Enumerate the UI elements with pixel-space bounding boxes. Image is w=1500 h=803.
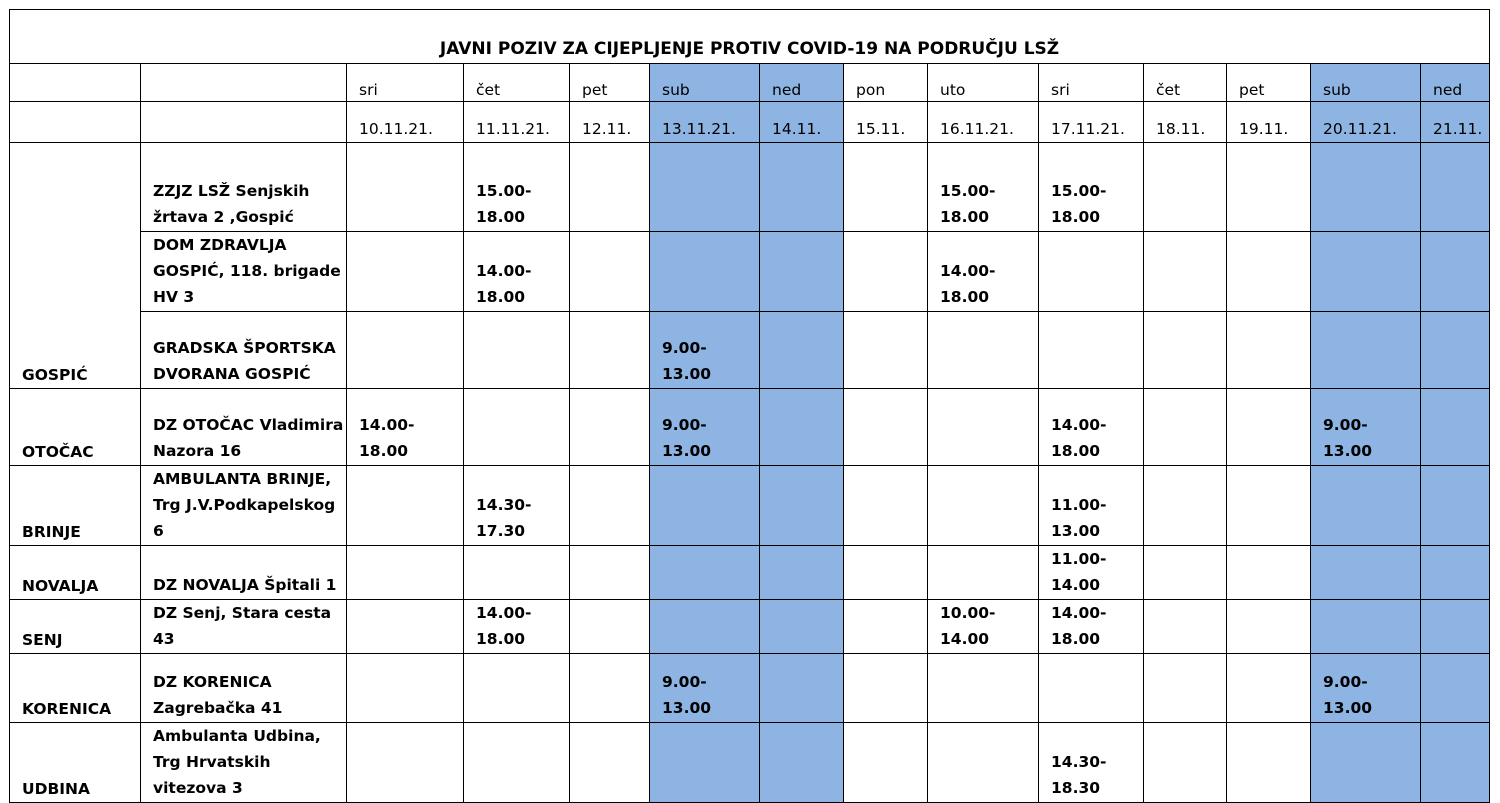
empty-time-cell: [1144, 654, 1227, 723]
date-header: 10.11.21.: [347, 102, 464, 143]
empty-time-cell: [1421, 723, 1490, 803]
empty-time-cell: [347, 600, 464, 654]
empty-time-cell: [1421, 312, 1490, 389]
empty-time-cell: [347, 546, 464, 600]
empty-time-cell: [844, 312, 928, 389]
municipality-name: GOSPIĆ: [10, 143, 141, 389]
weekday-header: ned: [1421, 64, 1490, 102]
weekday-header: uto: [928, 64, 1039, 102]
empty-time-cell: [650, 143, 760, 232]
empty-time-cell: [928, 312, 1039, 389]
empty-time-cell: [760, 654, 844, 723]
location-address: AMBULANTA BRINJE, Trg J.V.Podkapelskog 6: [141, 466, 347, 546]
vaccination-time: 11.00- 13.00: [1039, 466, 1144, 546]
empty-time-cell: [928, 389, 1039, 466]
empty-time-cell: [347, 654, 464, 723]
empty-time-cell: [1311, 312, 1421, 389]
empty-time-cell: [1421, 654, 1490, 723]
empty-time-cell: [650, 723, 760, 803]
date-header: 18.11.: [1144, 102, 1227, 143]
empty-time-cell: [570, 600, 650, 654]
location-address: ZZJZ LSŽ Senjskih žrtava 2 ,Gospić: [141, 143, 347, 232]
empty-time-cell: [650, 600, 760, 654]
empty-time-cell: [760, 232, 844, 312]
empty-time-cell: [844, 466, 928, 546]
empty-time-cell: [1311, 600, 1421, 654]
municipality-name: BRINJE: [10, 466, 141, 546]
vaccination-schedule-table: [9, 9, 1490, 803]
vaccination-time: 15.00- 18.00: [928, 143, 1039, 232]
empty-time-cell: [1227, 312, 1311, 389]
date-header-row: [10, 102, 1490, 143]
vaccination-time: 14.30- 17.30: [464, 466, 570, 546]
vaccination-time: 9.00- 13.00: [650, 312, 760, 389]
date-header: 14.11.: [760, 102, 844, 143]
empty-time-cell: [464, 723, 570, 803]
schedule-row: [10, 143, 1490, 232]
vaccination-time: 14.00- 18.00: [1039, 600, 1144, 654]
empty-time-cell: [570, 546, 650, 600]
empty-time-cell: [347, 312, 464, 389]
empty-time-cell: [1144, 232, 1227, 312]
empty-time-cell: [844, 723, 928, 803]
empty-time-cell: [844, 654, 928, 723]
empty-time-cell: [760, 312, 844, 389]
empty-header-cell: [10, 64, 141, 102]
document-title: JAVNI POZIV ZA CIJEPLJENJE PROTIV COVID-19 NA PODRUČJU LSŽ: [10, 10, 1490, 64]
empty-time-cell: [1311, 143, 1421, 232]
empty-time-cell: [1227, 389, 1311, 466]
empty-time-cell: [347, 723, 464, 803]
weekday-header: sub: [650, 64, 760, 102]
empty-time-cell: [760, 143, 844, 232]
location-address: DZ KORENICA Zagrebačka 41: [141, 654, 347, 723]
vaccination-time: 14.30- 18.30: [1039, 723, 1144, 803]
empty-time-cell: [570, 232, 650, 312]
vaccination-time: 14.00- 18.00: [928, 232, 1039, 312]
empty-time-cell: [1227, 546, 1311, 600]
empty-time-cell: [1039, 654, 1144, 723]
empty-time-cell: [1227, 654, 1311, 723]
vaccination-time: 9.00- 13.00: [1311, 389, 1421, 466]
vaccination-time: 10.00- 14.00: [928, 600, 1039, 654]
schedule-row: [10, 466, 1490, 546]
empty-time-cell: [464, 389, 570, 466]
vaccination-time: 14.00- 18.00: [464, 232, 570, 312]
empty-time-cell: [570, 312, 650, 389]
weekday-header: pet: [570, 64, 650, 102]
schedule-row: [10, 389, 1490, 466]
municipality-name: SENJ: [10, 600, 141, 654]
empty-time-cell: [650, 232, 760, 312]
empty-header-cell: [141, 102, 347, 143]
empty-time-cell: [844, 143, 928, 232]
schedule-document: [9, 9, 1489, 798]
empty-time-cell: [464, 546, 570, 600]
empty-time-cell: [347, 143, 464, 232]
empty-time-cell: [1144, 389, 1227, 466]
empty-time-cell: [1039, 312, 1144, 389]
empty-time-cell: [347, 466, 464, 546]
date-header: 13.11.21.: [650, 102, 760, 143]
empty-time-cell: [1421, 600, 1490, 654]
vaccination-time: 14.00- 18.00: [1039, 389, 1144, 466]
vaccination-time: 9.00- 13.00: [650, 389, 760, 466]
vaccination-time: 15.00- 18.00: [1039, 143, 1144, 232]
empty-time-cell: [844, 546, 928, 600]
empty-header-cell: [141, 64, 347, 102]
title-row: [10, 10, 1490, 64]
empty-header-cell: [10, 102, 141, 143]
empty-time-cell: [760, 546, 844, 600]
empty-time-cell: [1421, 466, 1490, 546]
empty-time-cell: [928, 723, 1039, 803]
empty-time-cell: [1227, 600, 1311, 654]
empty-time-cell: [1039, 232, 1144, 312]
weekday-header: pet: [1227, 64, 1311, 102]
date-header: 20.11.21.: [1311, 102, 1421, 143]
date-header: 12.11.: [570, 102, 650, 143]
empty-time-cell: [844, 389, 928, 466]
weekday-header: čet: [1144, 64, 1227, 102]
location-address: DOM ZDRAVLJA GOSPIĆ, 118. brigade HV 3: [141, 232, 347, 312]
weekday-header: sri: [1039, 64, 1144, 102]
weekday-header: pon: [844, 64, 928, 102]
weekday-header: ned: [760, 64, 844, 102]
schedule-row: [10, 654, 1490, 723]
date-header: 15.11.: [844, 102, 928, 143]
empty-time-cell: [1421, 232, 1490, 312]
empty-time-cell: [928, 546, 1039, 600]
municipality-name: OTOČAC: [10, 389, 141, 466]
location-address: DZ OTOČAC Vladimira Nazora 16: [141, 389, 347, 466]
municipality-name: NOVALJA: [10, 546, 141, 600]
weekday-header: čet: [464, 64, 570, 102]
schedule-row: [10, 232, 1490, 312]
schedule-row: [10, 723, 1490, 803]
empty-time-cell: [1421, 546, 1490, 600]
empty-time-cell: [760, 600, 844, 654]
date-header: 21.11.: [1421, 102, 1490, 143]
location-address: DZ Senj, Stara cesta 43: [141, 600, 347, 654]
empty-time-cell: [570, 723, 650, 803]
vaccination-time: 15.00- 18.00: [464, 143, 570, 232]
date-header: 11.11.21.: [464, 102, 570, 143]
empty-time-cell: [1227, 723, 1311, 803]
empty-time-cell: [1227, 143, 1311, 232]
vaccination-time: 9.00- 13.00: [650, 654, 760, 723]
schedule-row: [10, 600, 1490, 654]
empty-time-cell: [1144, 546, 1227, 600]
date-header: 16.11.21.: [928, 102, 1039, 143]
vaccination-time: 11.00- 14.00: [1039, 546, 1144, 600]
empty-time-cell: [760, 466, 844, 546]
empty-time-cell: [1144, 723, 1227, 803]
weekday-header-row: [10, 64, 1490, 102]
weekday-header: sub: [1311, 64, 1421, 102]
empty-time-cell: [570, 389, 650, 466]
empty-time-cell: [844, 232, 928, 312]
empty-time-cell: [1421, 143, 1490, 232]
empty-time-cell: [928, 466, 1039, 546]
empty-time-cell: [1144, 312, 1227, 389]
empty-time-cell: [1144, 466, 1227, 546]
empty-time-cell: [347, 232, 464, 312]
empty-time-cell: [570, 654, 650, 723]
empty-time-cell: [1311, 546, 1421, 600]
empty-time-cell: [1144, 143, 1227, 232]
empty-time-cell: [760, 723, 844, 803]
empty-time-cell: [1311, 723, 1421, 803]
vaccination-time: 14.00- 18.00: [464, 600, 570, 654]
empty-time-cell: [570, 143, 650, 232]
empty-time-cell: [1227, 232, 1311, 312]
empty-time-cell: [928, 654, 1039, 723]
location-address: Ambulanta Udbina, Trg Hrvatskih vitezova 3: [141, 723, 347, 803]
empty-time-cell: [1311, 232, 1421, 312]
empty-time-cell: [1421, 389, 1490, 466]
empty-time-cell: [464, 312, 570, 389]
location-address: GRADSKA ŠPORTSKA DVORANA GOSPIĆ: [141, 312, 347, 389]
empty-time-cell: [1227, 466, 1311, 546]
schedule-row: [10, 546, 1490, 600]
vaccination-time: 9.00- 13.00: [1311, 654, 1421, 723]
schedule-row: [10, 312, 1490, 389]
empty-time-cell: [650, 546, 760, 600]
empty-time-cell: [844, 600, 928, 654]
weekday-header: sri: [347, 64, 464, 102]
empty-time-cell: [760, 389, 844, 466]
municipality-name: UDBINA: [10, 723, 141, 803]
empty-time-cell: [464, 654, 570, 723]
date-header: 19.11.: [1227, 102, 1311, 143]
empty-time-cell: [650, 466, 760, 546]
empty-time-cell: [1144, 600, 1227, 654]
location-address: DZ NOVALJA Špitali 1: [141, 546, 347, 600]
empty-time-cell: [1311, 466, 1421, 546]
date-header: 17.11.21.: [1039, 102, 1144, 143]
empty-time-cell: [570, 466, 650, 546]
vaccination-time: 14.00- 18.00: [347, 389, 464, 466]
municipality-name: KORENICA: [10, 654, 141, 723]
